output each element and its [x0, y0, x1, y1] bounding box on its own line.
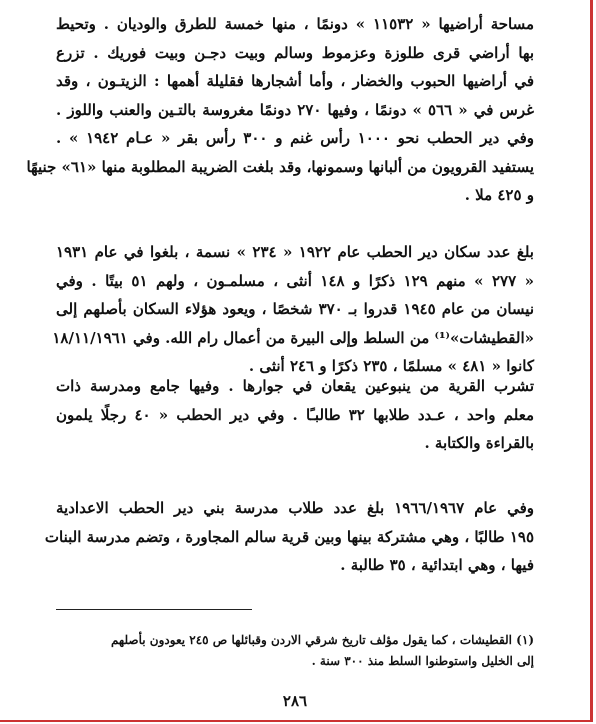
text-line: بها أراضي قرى طلوزة وعزموط وسالم وبيت دجـن وبيت فوريك . تزرع: [56, 43, 534, 62]
paragraph-water-school: [56, 372, 534, 458]
text-line: بلغ عدد سكان دير الحطب عام ١٩٢٢ « ٢٣٤ » نسمة ، بلغوا في عام ١٩٣١: [56, 243, 534, 261]
text-line: كانوا « ٤٨١ » مسلمًا ، ٢٣٥ ذكرًا و ٢٤٦ أنثى .: [248, 357, 534, 375]
paragraph-students: [44, 494, 535, 580]
text-line: معلم واحد ، عـدد طلابها ٣٢ طالبـًا . وفي دير الحطب « ٤٠ رجلًا يلمون: [56, 405, 534, 424]
text-line: فيها ، وهي ابتدائية ، ٣٥ طالبة .: [340, 556, 534, 574]
footnote: [56, 630, 534, 672]
text-line: تشرب القرية من ينبوعين يقعان في جوارها . وفيها جامع ومدرسة ذات: [56, 377, 534, 395]
text-line: مساحة أراضيها « ١١٥٣٢ » دونمًا ، منها خمسة للطرق والوديان . وتحيط: [56, 15, 535, 33]
text-line: « ٢٧٧ » منهم ١٢٩ ذكرًا و ١٤٨ أنثى ، مسلمـون ، ولهم ٥١ بيتًا . وفي: [56, 271, 534, 290]
text-line: نيسان من عام ١٩٤٥ قدروا بـ ٣٧٠ شخصًا ، ويعود هؤلاء السكان بأصلهم إلى: [56, 300, 534, 318]
footnote-divider: [56, 609, 252, 610]
paragraph-population: [52, 238, 534, 381]
page-number: ٢٨٦: [282, 692, 308, 710]
footnote-line: (١) القطيشات ، كما يقول مؤلف تاريخ شرقي الاردن وقبائلها ص ٢٤٥ يعودون بأصلهم: [110, 633, 534, 647]
footnote-line: إلى الخليل واستوطنوا السلط منذ ٣٠٠ سنة .: [311, 654, 534, 668]
text-line: وفي دير الحطب نحو ١٠٠٠ رأس غنم و ٣٠٠ رأس بقر « عـام ١٩٤٢ » .: [56, 129, 534, 147]
text-line: في أراضيها الحبوب والخضار ، وأما أشجارها فقليلة أهمها : الزيتـون ، وقد: [56, 72, 534, 90]
paragraph-land-agriculture: [26, 10, 535, 210]
text-line: بالقراءة والكتابة .: [424, 434, 534, 452]
text-line: و ٤٢٥ ملا .: [464, 186, 534, 204]
text-line: يستفيد القرويون من ألبانها وسمونها، وقد بلغت الضريبة المطلوبة منها «٦١» جنيهًا: [26, 157, 534, 176]
text-line: غرس في « ٥٦٦ » دونمًا ، وفيها ٢٧٠ دونمًا مغروسة بالتـين والعنب واللوز .: [56, 100, 534, 119]
text-line: وفي عام ١٩٦٦/١٩٦٧ بلغ عدد طلاب مدرسة بني دير الحطب الاعدادية: [56, 499, 535, 517]
text-line: «القطيشات»⁽¹⁾ من السلط وإلى البيرة من أعمال رام الله. وفي ١٨/١١/١٩٦١: [52, 328, 534, 347]
text-line: ١٩٥ طالبًا ، وهي مشتركة بينها وبين قرية سالم المجاورة ، وتضم مدرسة البنات: [44, 527, 534, 546]
